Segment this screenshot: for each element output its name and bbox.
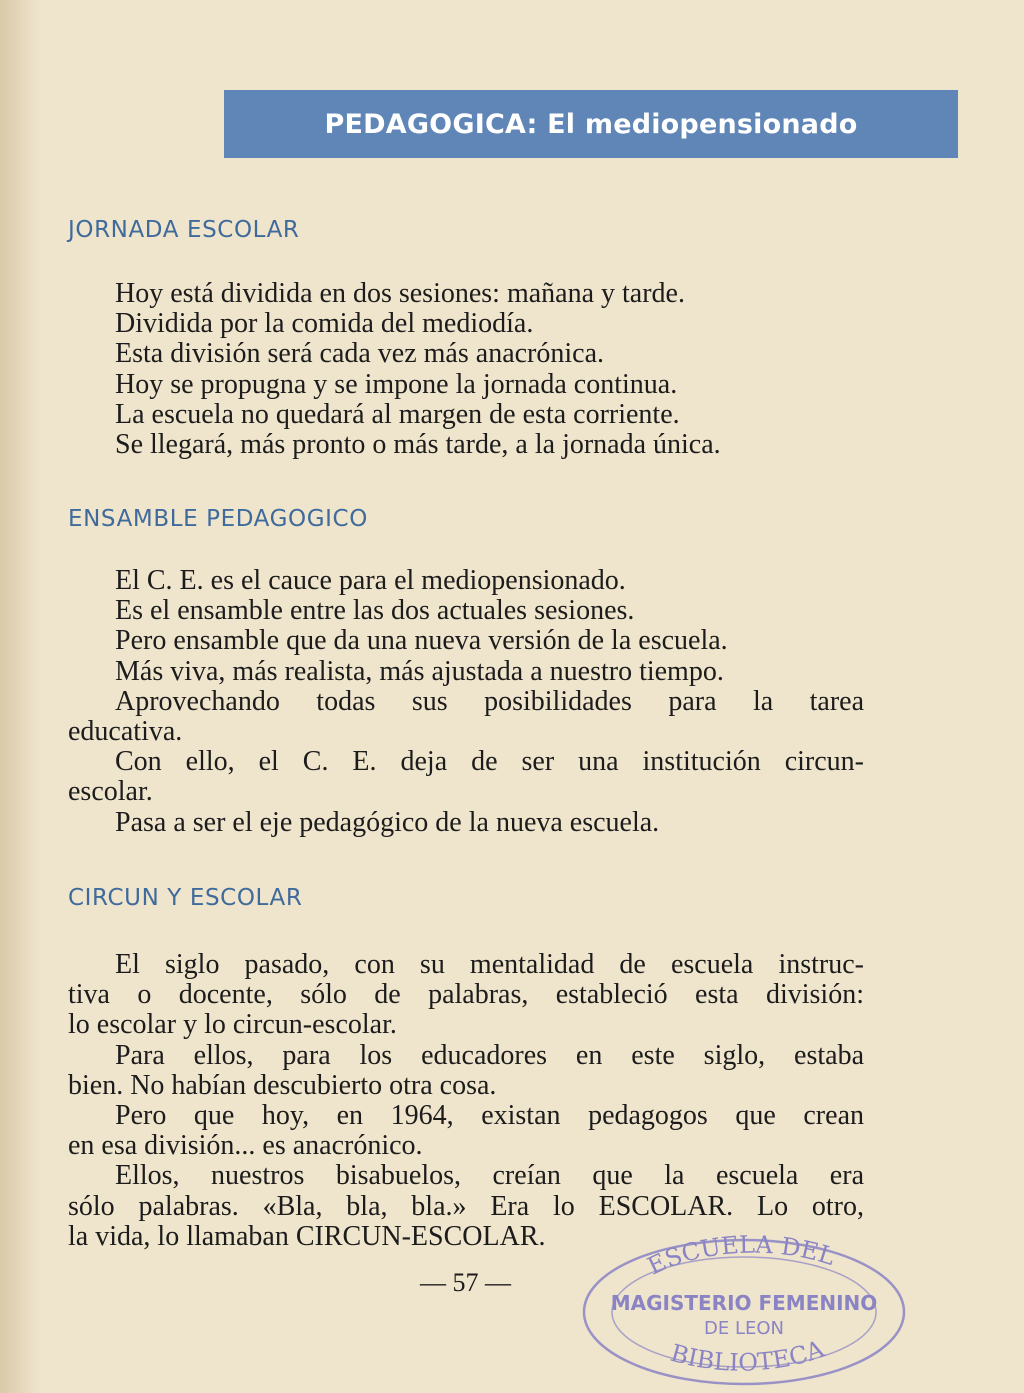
text-line: Pero que hoy, en 1964, existan pedagogos que crean <box>115 1100 864 1132</box>
text-line: en esa división... es anacrónico. <box>68 1130 423 1162</box>
text-line: educativa. <box>68 716 183 748</box>
text-line: la vida, lo llamaban CIRCUN-ESCOLAR. <box>68 1220 546 1252</box>
text-line: sólo palabras. «Bla, bla, bla.» Era lo ESCOLAR. Lo otro, <box>68 1190 864 1222</box>
section-body-ensamble-pedagogico <box>68 566 864 838</box>
stamp-middle-line-2: DE LEON <box>704 1318 784 1339</box>
text-line: El siglo pasado, con su mentalidad de escuela instruc- <box>115 949 864 980</box>
text-line: escolar. <box>68 776 153 808</box>
text-line: Con ello, el C. E. deja de ser una institución circun- <box>115 746 864 778</box>
text-line: Aprovechando todas sus posibilidades para la tarea <box>115 685 864 717</box>
text-line: Hoy se propugna y se impone la jornada continua. <box>115 368 678 400</box>
text-line: Ellos, nuestros bisabuelos, creían que la escuela era <box>115 1160 864 1192</box>
stamp-bottom-arc-text: BIBLIOTECA <box>667 1334 828 1377</box>
page-edge-shadow <box>0 0 40 1393</box>
text-line: Esta división será cada vez más anacrónica. <box>115 338 605 370</box>
text-line: Más viva, más realista, más ajustada a nuestro tiempo. <box>115 655 724 687</box>
text-line: El C. E. es el cauce para el mediopensionado. <box>115 565 626 596</box>
text-line: La escuela no quedará al margen de esta corriente. <box>115 398 680 430</box>
header-banner <box>224 90 958 158</box>
text-line: Pasa a ser el eje pedagógico de la nueva escuela. <box>115 806 660 838</box>
section-body-jornada-escolar <box>68 279 864 460</box>
text-line: Se llegará, más pronto o más tarde, a la jornada única. <box>115 429 721 461</box>
stamp-middle-line-1: MAGISTERIO FEMENINO <box>610 1291 878 1315</box>
header-title: PEDAGOGICA: El mediopensionado <box>324 108 858 140</box>
text-line: Dividida por la comida del mediodía. <box>115 308 534 340</box>
text-line: tiva o docente, sólo de palabras, estableció esta división: <box>68 979 864 1011</box>
text-line: Para ellos, para los educadores en este siglo, estaba <box>115 1039 864 1071</box>
text-line: lo escolar y lo circun-escolar. <box>68 1009 397 1041</box>
text-line: Es el ensamble entre las dos actuales sesiones. <box>115 595 635 627</box>
section-heading-ensamble-pedagogico: ENSAMBLE PEDAGOGICO <box>68 506 368 532</box>
text-line: bien. No habían descubierto otra cosa. <box>68 1069 497 1101</box>
section-body-circun-y-escolar <box>68 950 864 1252</box>
text-line: Pero ensamble que da una nueva versión de la escuela. <box>115 625 728 657</box>
section-heading-circun-y-escolar: CIRCUN Y ESCOLAR <box>68 885 303 911</box>
text-line: Hoy está dividida en dos sesiones: mañana y tarde. <box>115 278 685 309</box>
section-heading-jornada-escolar: JORNADA ESCOLAR <box>68 217 300 243</box>
stamp-top-arc-text: ESCUELA DEL <box>643 1230 839 1281</box>
page-number: — 57 — <box>420 1268 511 1297</box>
library-stamp <box>572 1210 912 1388</box>
